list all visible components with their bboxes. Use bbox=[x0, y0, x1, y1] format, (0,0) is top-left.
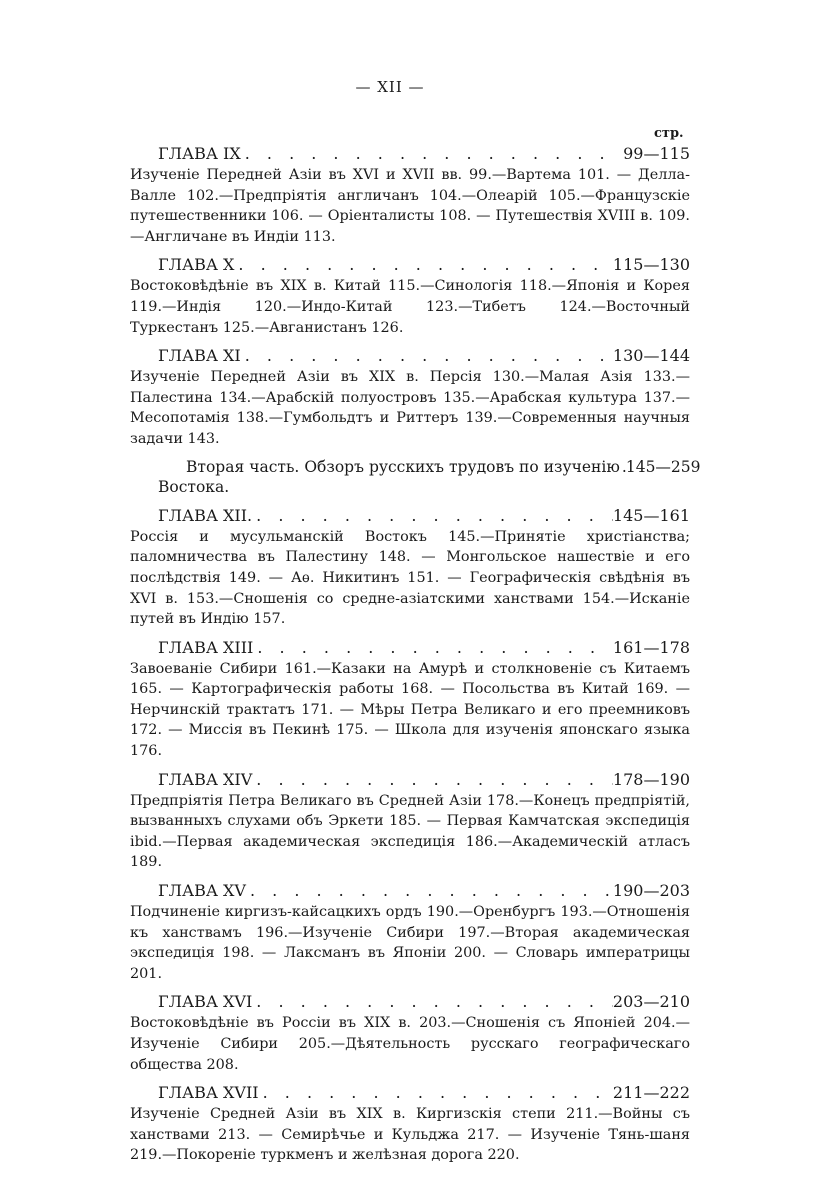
chapter-pages: 145—161 bbox=[612, 505, 690, 525]
chapter-title: ГЛАВА XII. bbox=[158, 505, 253, 525]
chapter-description: Востоковѣдѣніе въ Россіи въ XIX в. 203.—Сношенія съ Японіей 204.—Изученіе Сибири 205.—Дѣятельность русскаго географическаго общества 208. bbox=[130, 1015, 690, 1073]
toc-entry-chapter-16 bbox=[130, 991, 690, 1075]
chapter-pages: 115—130 bbox=[612, 255, 690, 275]
dot-leader bbox=[246, 880, 613, 902]
chapter-description: Завоеваніе Сибири 161.—Казаки на Амурѣ и столкновеніе съ Китаемъ 165. — Картографическія работы 168. — Посольства въ Китай 169. — Нерчинскій трактатъ 171. — Мѣры Петра Великаго и его преемниковъ 172. — Миссія въ Пекинѣ 175. — Школа для изученія японскаго языка 176. bbox=[130, 660, 690, 760]
chapter-pages: 203—210 bbox=[612, 992, 690, 1012]
pages-column-label: стр. bbox=[654, 126, 684, 141]
chapter-pages: 99—115 bbox=[623, 144, 690, 163]
dot-leader bbox=[241, 143, 623, 165]
chapter-description: Изученіе Передней Азіи въ XVI и XVII вв. 99.—Вартема 101. — Делла-Валле 102.—Предпріятія англичанъ 104.—Олеарій 105.—Французскіе путешественники 106. — Оріенталисты 108. — Путешествія XVIII в. 109.—Англичане въ Индіи 113. bbox=[130, 167, 690, 245]
chapter-pages: 211—222 bbox=[612, 1083, 690, 1103]
toc-entry-chapter-17 bbox=[130, 1082, 690, 1166]
toc-entry-chapter-15 bbox=[130, 880, 690, 984]
chapter-description: Востоковѣдѣніе въ XIX в. Китай 115.—Синологія 118.—Японія и Корея 119.—Индія 120.—Индо-Китай 123.—Тибетъ 124.—Восточный Туркестанъ 125.—Авганистанъ 126. bbox=[130, 278, 690, 336]
toc-entry-chapter-11 bbox=[130, 345, 690, 449]
chapter-description: Изученіе Средней Азіи въ XIX в. Киргизскія степи 211.—Войны съ ханствами 213. — Семирѣчье и Кульджа 217. — Изученіе Тянь-шаня 219.—Покореніе туркменъ и желѣзная дорога 220. bbox=[130, 1106, 690, 1164]
chapter-title: ГЛАВА XV bbox=[158, 881, 246, 901]
chapter-description: Изученіе Передней Азіи въ XIX в. Персія 130.—Малая Азія 133.— Палестина 134.—Арабскій полуостровъ 135.—Арабская культура 137.— Месопотамія 138.—Гумбольдтъ и Риттеръ 139.—Современныя научныя задачи 143. bbox=[130, 369, 690, 447]
chapter-title: ГЛАВА XIII bbox=[158, 637, 254, 657]
dot-leader bbox=[259, 1082, 613, 1104]
page-number: — XII — bbox=[355, 78, 425, 96]
chapter-title: ГЛАВА IX bbox=[158, 144, 241, 163]
chapter-description: Подчиненіе киргизъ-кайсацкихъ ордъ 190.—Оренбургъ 193.—Отношенія къ ханствамъ 196.—Изученіе Сибири 197.—Вторая академическая экспедиція 198. — Лаксманъ въ Японіи 200. — Словарь императрицы 201. bbox=[130, 904, 690, 982]
toc-entry-chapter-12 bbox=[130, 505, 690, 630]
dot-leader bbox=[241, 345, 613, 367]
dot-leader bbox=[253, 637, 613, 659]
chapter-pages: 161—178 bbox=[612, 637, 690, 657]
chapter-title: ГЛАВА XVII bbox=[158, 1083, 259, 1103]
chapter-title: ГЛАВА XIV bbox=[158, 769, 253, 789]
dot-leader bbox=[252, 505, 613, 527]
dot-leader bbox=[252, 769, 613, 791]
dot-leader bbox=[252, 991, 613, 1013]
chapter-description: Предпріятія Петра Великаго въ Средней Азіи 178.—Конецъ предпріятій, вызванныхъ слухами объ Эркети 185. — Первая Камчатская экспедиція ibid.—Первая академическая экспедиція 186.—Академическій атласъ 189. bbox=[130, 792, 690, 871]
toc-entry-chapter-14 bbox=[130, 769, 690, 873]
chapter-pages: 178—190 bbox=[612, 769, 690, 789]
chapter-title: ГЛАВА X bbox=[158, 255, 235, 275]
chapter-title: ГЛАВА XI bbox=[158, 346, 241, 366]
table-of-contents bbox=[130, 143, 701, 1173]
chapter-title: ГЛАВА XVI bbox=[158, 992, 253, 1012]
toc-entry-chapter-13 bbox=[130, 637, 690, 762]
dot-leader bbox=[234, 254, 613, 276]
part-pages: 145—259 bbox=[625, 457, 701, 476]
part-title: Вторая часть. Обзоръ русскихъ трудовъ по изученію Востока. bbox=[158, 457, 620, 497]
chapter-pages: 190—203 bbox=[612, 881, 690, 901]
toc-entry-part-two bbox=[130, 457, 701, 498]
toc-entry-chapter-10 bbox=[130, 254, 690, 338]
chapter-pages: 130—144 bbox=[612, 346, 690, 366]
toc-entry-chapter-9 bbox=[130, 143, 690, 247]
chapter-description: Россія и мусульманскій Востокъ 145.—Принятіе христіанства; паломничества въ Палестину 148. — Монгольское нашествіе и его послѣдствія 149. — Аѳ. Никитинъ 151. — Географическія свѣдѣнія въ XVI в. 153.—Сношенія со средне-азіатскими ханствами 154.—Исканіе путей въ Индію 157. bbox=[130, 528, 690, 628]
